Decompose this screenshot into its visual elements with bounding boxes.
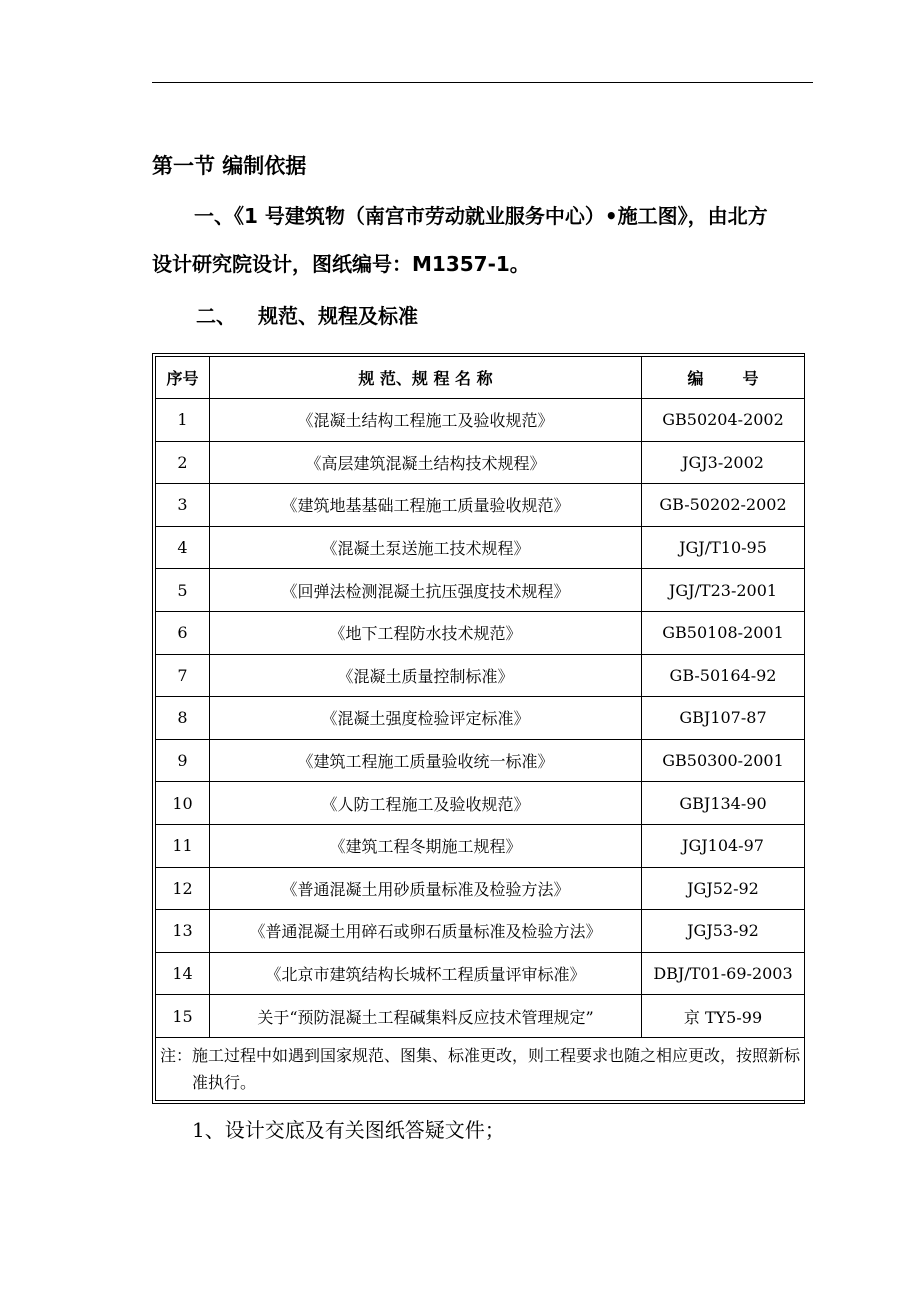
row-seq: 11 (156, 824, 210, 867)
row-seq: 15 (156, 995, 210, 1038)
row-code: GB50204-2002 (642, 399, 805, 442)
basis-paragraph-1-line2: 设计研究院设计，图纸编号：M1357-1。 (152, 252, 530, 276)
table-row (156, 697, 805, 740)
row-code: JGJ3-2002 (642, 441, 805, 484)
row-name: 《混凝土质量控制标准》 (210, 654, 642, 697)
row-seq: 4 (156, 526, 210, 569)
row-code: JGJ/T23-2001 (642, 569, 805, 612)
row-code: GBJ107-87 (642, 697, 805, 740)
row-code: DBJ/T01-69-2003 (642, 952, 805, 995)
table-row (156, 739, 805, 782)
paragraph-2-number: 二、 (196, 304, 236, 328)
header-code: 编 号 (642, 357, 805, 399)
row-code: GB50108-2001 (642, 611, 805, 654)
standards-table-frame (152, 353, 805, 1104)
row-code: GBJ134-90 (642, 782, 805, 825)
row-name: 《高层建筑混凝土结构技术规程》 (210, 441, 642, 484)
table-row (156, 867, 805, 910)
row-seq: 12 (156, 867, 210, 910)
header-rule (152, 82, 813, 83)
row-code: GB-50202-2002 (642, 484, 805, 527)
row-seq: 7 (156, 654, 210, 697)
basis-paragraph-1 (152, 192, 822, 288)
row-name: 《普通混凝土用砂质量标准及检验方法》 (210, 867, 642, 910)
header-seq: 序号 (156, 357, 210, 399)
row-code: JGJ/T10-95 (642, 526, 805, 569)
basis-paragraph-2 (196, 292, 866, 340)
row-code: 京 TY5-99 (642, 995, 805, 1038)
row-name: 《人防工程施工及验收规范》 (210, 782, 642, 825)
row-code: GB-50164-92 (642, 654, 805, 697)
row-code: GB50300-2001 (642, 739, 805, 782)
row-name: 《普通混凝土用碎石或卵石质量标准及检验方法》 (210, 910, 642, 953)
row-seq: 9 (156, 739, 210, 782)
table-row (156, 782, 805, 825)
row-code: JGJ52-92 (642, 867, 805, 910)
row-seq: 13 (156, 910, 210, 953)
row-name: 《混凝土结构工程施工及验收规范》 (210, 399, 642, 442)
table-note: 注：施工过程中如遇到国家规范、图集、标准更改，则工程要求也随之相应更改，按照新标准执行。 (160, 1045, 801, 1092)
row-seq: 8 (156, 697, 210, 740)
row-seq: 1 (156, 399, 210, 442)
basis-item-1: 1、设计交底及有关图纸答疑文件； (192, 1118, 505, 1142)
row-name: 《建筑工程冬期施工规程》 (210, 824, 642, 867)
row-name: 《回弹法检测混凝土抗压强度技术规程》 (210, 569, 642, 612)
section-title: 第一节 编制依据 (152, 154, 307, 178)
row-seq: 5 (156, 569, 210, 612)
table-row (156, 441, 805, 484)
table-note-row (156, 1037, 805, 1100)
table-row (156, 654, 805, 697)
row-code: JGJ53-92 (642, 910, 805, 953)
row-seq: 3 (156, 484, 210, 527)
table-row (156, 995, 805, 1038)
header-name: 规 范、规 程 名 称 (210, 357, 642, 399)
row-name: 《北京市建筑结构长城杯工程质量评审标准》 (210, 952, 642, 995)
row-name: 《建筑工程施工质量验收统一标准》 (210, 739, 642, 782)
standards-table (155, 356, 805, 1101)
basis-paragraph-1-line1: 一、《1 号建筑物（南宫市劳动就业服务中心）•施工图》，由北方 (194, 204, 768, 228)
table-row (156, 824, 805, 867)
paragraph-2-text: 规范、规程及标准 (258, 304, 418, 328)
table-row (156, 569, 805, 612)
row-code: JGJ104-97 (642, 824, 805, 867)
row-name: 《混凝土强度检验评定标准》 (210, 697, 642, 740)
table-row (156, 910, 805, 953)
table-row (156, 952, 805, 995)
row-name: 《地下工程防水技术规范》 (210, 611, 642, 654)
row-seq: 10 (156, 782, 210, 825)
row-name: 《建筑地基基础工程施工质量验收规范》 (210, 484, 642, 527)
table-row (156, 484, 805, 527)
row-name: 《混凝土泵送施工技术规程》 (210, 526, 642, 569)
table-row (156, 611, 805, 654)
table-row (156, 526, 805, 569)
row-seq: 6 (156, 611, 210, 654)
row-name: 关于“预防混凝土工程碱集料反应技术管理规定” (210, 995, 642, 1038)
table-header-row (156, 357, 805, 399)
row-seq: 2 (156, 441, 210, 484)
table-row (156, 399, 805, 442)
row-seq: 14 (156, 952, 210, 995)
